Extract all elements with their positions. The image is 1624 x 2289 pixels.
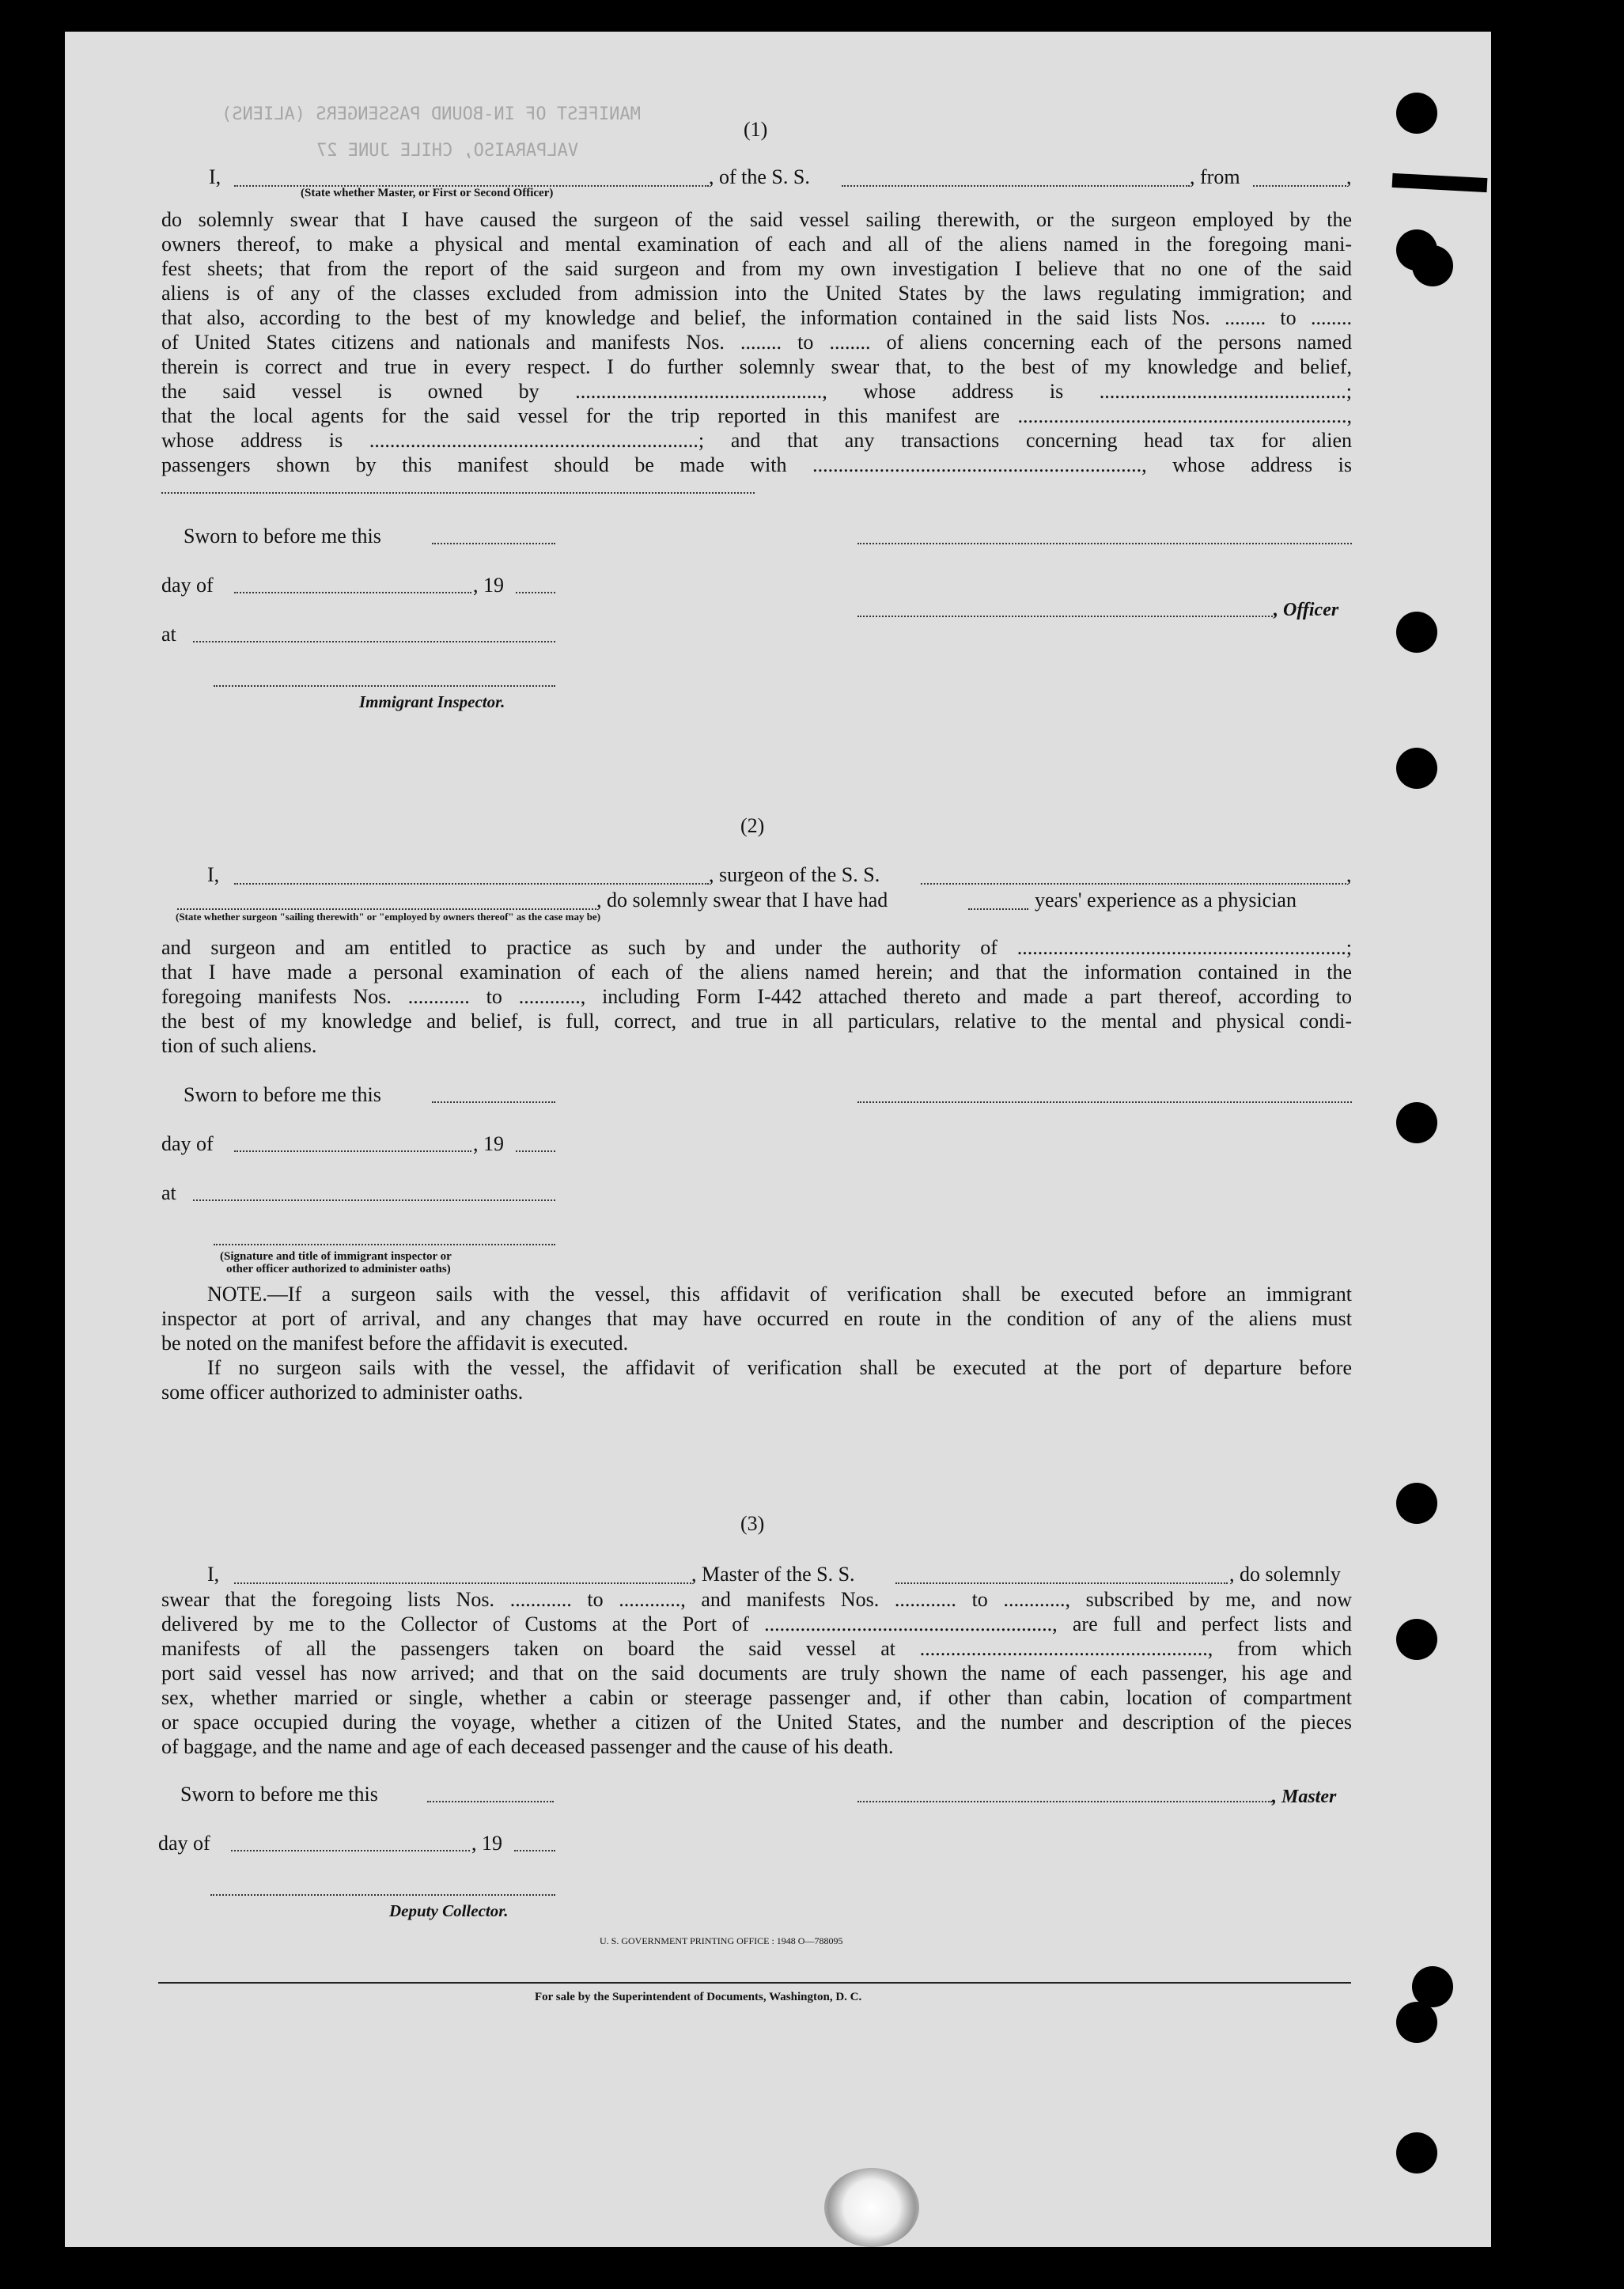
section1-from-label: , from xyxy=(1190,165,1240,188)
section2-at-label: at xyxy=(161,1181,176,1204)
oath-line: that also, according to the best of my knowledge and belief, the information contained in the said lists Nos. ........ to ........ xyxy=(161,306,1352,329)
surgeon-status-field[interactable] xyxy=(177,892,596,910)
section1-number: (1) xyxy=(744,118,768,141)
punch-hole-11 xyxy=(1396,2132,1437,2173)
section3-day-of-label: day of xyxy=(158,1832,210,1855)
officer-signature-line[interactable] xyxy=(857,616,1273,617)
punch-hole-5 xyxy=(1396,748,1437,789)
section2-state-note: (State whether surgeon "sailing therewith" or "employed by owners thereof" as the case may be) xyxy=(176,911,601,923)
oath-line: and surgeon and am entitled to practice as such by and under the authority of ................................................................; xyxy=(161,936,1352,959)
section3-year-field[interactable] xyxy=(514,1850,555,1851)
oath-line: do solemnly swear that I have caused the surgeon of the said vessel sailing therewith, or the surgeon employed by the xyxy=(161,208,1352,231)
oath-line: delivered by me to the Collector of Customs at the Port of ........................................................, are full and perfect lists and xyxy=(161,1613,1352,1635)
oath-line: fest sheets; that from the report of the said surgeon and from my own investigation I believe that no one of the said xyxy=(161,257,1352,280)
inspector-signature-line[interactable] xyxy=(214,685,555,687)
punch-hole-7 xyxy=(1396,1483,1437,1524)
punch-hole-1 xyxy=(1396,93,1437,134)
bleed-through-stamp-1: MANIFEST OF IN-BOUND PASSENGERS (ALIENS) xyxy=(221,104,641,124)
note-line: inspector at port of arrival, and any changes that may have occurred en route in the condition of any of the aliens must xyxy=(161,1307,1352,1330)
oath-line: aliens is of any of the classes excluded from admission into the United States by the laws regulating immigration; and xyxy=(161,282,1352,305)
oath-line: that I have made a personal examination of each of the aliens named herein; and that the information contained in the xyxy=(161,961,1352,983)
section2-sworn-label: Sworn to before me this xyxy=(184,1083,381,1106)
section1-sworn-label: Sworn to before me this xyxy=(184,525,381,548)
section3-sworn-label: Sworn to before me this xyxy=(180,1783,378,1806)
punch-hole-4 xyxy=(1396,612,1437,653)
oath-line: that the local agents for the said vessel for the trip reported in this manifest are ................................................................, xyxy=(161,404,1352,427)
section2-vessel-field[interactable] xyxy=(921,867,1346,885)
section2-signature-line[interactable] xyxy=(857,1101,1352,1103)
note-line: some officer authorized to administer oaths. xyxy=(161,1381,524,1404)
section2-years-label: years' experience as a physician xyxy=(1035,889,1297,911)
section2-year-field[interactable] xyxy=(516,1150,555,1152)
section2-day-field[interactable] xyxy=(234,1150,471,1152)
section1-at-label: at xyxy=(161,623,176,646)
note-line: If no surgeon sails with the vessel, the affidavit of verification shall be executed at the port of departure before xyxy=(207,1356,1352,1379)
years-experience-field[interactable] xyxy=(968,892,1028,910)
master-signature-line[interactable] xyxy=(857,1801,1272,1802)
section2-line1-end: , xyxy=(1346,863,1352,886)
section1-sworn-date-field[interactable] xyxy=(432,543,555,544)
section1-vessel-field[interactable] xyxy=(842,169,1190,187)
section1-from-field[interactable] xyxy=(1253,169,1346,187)
section2-sig-note-2: other officer authorized to administer oaths) xyxy=(226,1263,451,1275)
section1-address-continuation-line[interactable] xyxy=(161,492,755,494)
oath-line: port said vessel has now arrived; and that on the said documents are truly shown the name of each passenger, his age and xyxy=(161,1662,1352,1685)
section2-at-field[interactable] xyxy=(193,1199,555,1201)
oath-line: the said vessel is owned by ................................................, whose address is ................................................; xyxy=(161,380,1352,403)
section1-line1-end: , xyxy=(1346,165,1352,188)
note-line: NOTE.—If a surgeon sails with the vessel, this affidavit of verification shall be executed before an immigrant xyxy=(207,1283,1352,1306)
section2-swear-label: , do solemnly swear that I have had xyxy=(596,889,888,911)
section1-signature-line[interactable] xyxy=(857,543,1352,544)
section2-year-label: , 19 xyxy=(473,1132,504,1155)
officer-label: , Officer xyxy=(1274,600,1339,620)
note-line: be noted on the manifest before the affidavit is executed. xyxy=(161,1332,629,1355)
section1-day-of-label: day of xyxy=(161,574,214,597)
oath-line: of baggage, and the name and age of each deceased passenger and the cause of his death. xyxy=(161,1735,894,1758)
section3-i-label: I, xyxy=(207,1563,220,1586)
section2-number: (2) xyxy=(740,814,765,837)
oath-line: therein is correct and true in every respect. I do further solemnly swear that, to the best of my knowledge and belief, xyxy=(161,355,1352,378)
section3-number: (3) xyxy=(740,1512,765,1535)
paper-damage-blot xyxy=(824,2168,919,2247)
oath-line: sex, whether married or single, whether a cabin or steerage passenger and, if other than cabin, location of compartment xyxy=(161,1686,1352,1709)
oath-line: owners thereof, to make a physical and mental examination of each and all of the aliens named in the foregoing mani- xyxy=(161,233,1352,256)
officer-rank-field[interactable] xyxy=(234,169,709,187)
bleed-through-stamp-2: VALPARAISO, CHILE JUNE 27 xyxy=(316,141,579,161)
oath-line: manifests of all the passengers taken on board the said vessel at ........................................................, from which xyxy=(161,1637,1352,1660)
gpo-imprint: U. S. GOVERNMENT PRINTING OFFICE : 1948 O—788095 xyxy=(600,1935,843,1946)
surgeon-note-paragraph xyxy=(161,1282,1352,1404)
oath-line: or space occupied during the voyage, whether a citizen of the United States, and the number and description of the pieces xyxy=(161,1711,1352,1734)
inspector-label: Immigrant Inspector. xyxy=(359,692,505,711)
section3-line1-end: , do solemnly xyxy=(1229,1563,1341,1586)
section1-year-label: , 19 xyxy=(473,574,504,597)
oath-line: swear that the foregoing lists Nos. ............ to ............, and manifests Nos. ............ to ............, subscribed by me, and now xyxy=(161,1588,1352,1611)
section2-sworn-date-field[interactable] xyxy=(432,1101,555,1103)
oath-line: of United States citizens and nationals and manifests Nos. ........ to ........ of aliens concerning each of the persons named xyxy=(161,331,1352,354)
section2-surgeon-label: , surgeon of the S. S. xyxy=(709,863,880,886)
section3-year-label: , 19 xyxy=(471,1832,502,1855)
section3-vessel-field[interactable] xyxy=(895,1567,1228,1584)
master-name-field[interactable] xyxy=(234,1567,691,1584)
master-label: , Master xyxy=(1272,1787,1337,1807)
section2-day-of-label: day of xyxy=(161,1132,214,1155)
section3-oath-paragraph xyxy=(161,1587,1352,1759)
punch-hole-6 xyxy=(1396,1102,1437,1143)
deputy-collector-label: Deputy Collector. xyxy=(389,1901,509,1920)
section1-state-note: (State whether Master, or First or Second Officer) xyxy=(301,187,554,199)
footer-rule xyxy=(158,1982,1351,1984)
section2-sig-note-1: (Signature and title of immigrant inspector or xyxy=(220,1250,452,1263)
section1-at-field[interactable] xyxy=(193,641,555,642)
section1-day-field[interactable] xyxy=(234,592,471,593)
oath-line: foregoing manifests Nos. ............ to ............, including Form I-442 attached thereto and made a part thereof, according to xyxy=(161,985,1352,1008)
section3-day-field[interactable] xyxy=(231,1850,470,1851)
deputy-collector-signature-line[interactable] xyxy=(210,1894,555,1896)
oath-line: passengers shown by this manifest should be made with ................................................................, whose address is xyxy=(161,453,1352,476)
punch-hole-10 xyxy=(1396,2002,1437,2043)
section1-year-field[interactable] xyxy=(516,592,555,593)
oath-line: whose address is ................................................................; and that any transactions concerning head tax for alien xyxy=(161,429,1352,452)
section1-of-ss-label: , of the S. S. xyxy=(709,165,810,188)
section1-oath-paragraph xyxy=(161,207,1352,477)
punch-hole-8 xyxy=(1396,1619,1437,1660)
for-sale-imprint: For sale by the Superintendent of Documents, Washington, D. C. xyxy=(535,1991,862,2003)
section3-sworn-date-field[interactable] xyxy=(427,1801,554,1802)
oath-line: the best of my knowledge and belief, is full, correct, and true in all particulars, relative to the mental and physical condi- xyxy=(161,1010,1352,1033)
section2-inspector-signature-line[interactable] xyxy=(214,1244,555,1245)
section1-i-label: I, xyxy=(209,165,221,188)
section2-oath-paragraph xyxy=(161,935,1352,1058)
punch-hole-3 xyxy=(1412,245,1453,286)
section3-master-label: , Master of the S. S. xyxy=(691,1563,855,1586)
oath-line: tion of such aliens. xyxy=(161,1034,317,1057)
section2-i-label: I, xyxy=(207,863,220,886)
surgeon-name-field[interactable] xyxy=(234,867,709,885)
